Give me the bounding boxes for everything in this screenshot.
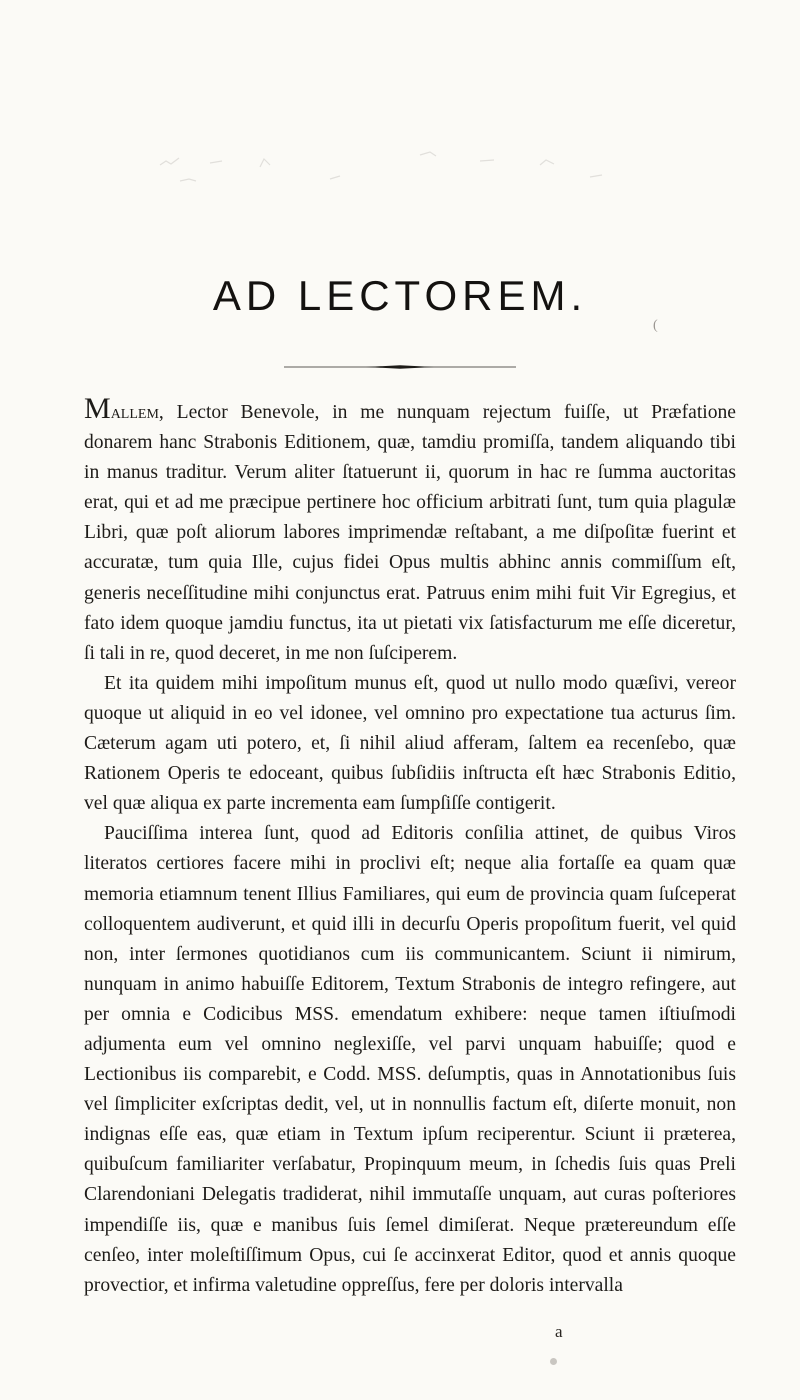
ink-blot [550,1358,557,1365]
paragraph-3 [84,819,736,1301]
opening-word: allem, [110,402,164,423]
paragraph-text: Pauciſſima interea ſunt, quod ad Editoris conſilia attinet, de quibus Viros literatos certiores facere mihi in proclivi eſt; neque alia fortaſſe ea quam quæ memoria etiamnum tenent Illius Familiares, qui eum de provincia quam ſuſceperat colloquentem audiverunt, et quid illi in decurſu Operis propoſitum fuerit, vel quid non, inter ſermones quotidianos cum iis communicantem. Sciunt ii nimirum, nunquam in animo habuiſſe Editorem, Textum Strabonis de integro refingere, aut per omnia e Codicibus MSS. emendatum exhibere: neque tamen iſtiuſmodi adjumenta eum vel omnino neglexiſſe, vel parvi unquam habuiſſe; quod e Lectionibus iis comparebit, e Codd. MSS. deſumptis, quas in Annotationibus ſuis vel ſimpliciter exſcriptas dedit, vel, ut in nonnullis factum eſt, diſerte monuit, non indignas eſſe eas, quæ etiam in Textum ipſum reciperentur. Sciunt ii præterea, quibuſcum familiariter verſabatur, Propinquum meum, in ſchedis ſuis quas Preli Clarendoniani Delegatis tradiderat, nihil immutaſſe unquam, aut curas poſteriores impendiſſe iis, quæ e manibus ſuis ſemel dimiſerat. Neque prætereundum eſſe cenſeo, inter moleſtiſſimum Opus, cui ſe accinxerat Editor, quod et annis quoque provectior, et infirma valetudine oppreſſus, fere per doloris intervalla [84,823,736,1296]
paragraph-text: Lector Benevole, in me nunquam rejectum fuiſſe, ut Præfatione donarem hanc Strabonis Editionem, quæ, tamdiu promiſſa, tandem aliquando tibi in manus traditur. Verum aliter ſtatuerunt ii, quorum in hac re ſumma auctoritas erat, qui et ad me præcipue pertinere hoc officium arbitrati ſunt, tum quia plagulæ Libri, quæ poſt aliorum labores imprimendæ reſtabant, a me diſpoſitæ fuerint et accuratæ, tum quia Ille, cujus fidei Opus multis abhinc annis commiſſum eſt, generis neceſſitudine mihi conjunctus erat. Patruus enim mihi fuit Vir Egregius, et fato idem quoque jamdiu functus, ita ut pietati vix ſatisfacturum me eſſe diceretur, ſi tali in re, quod deceret, in me non ſuſciperem. [84,402,736,664]
page-heading: AD LECTOREM. [212,272,588,319]
paragraph-1 [84,392,736,669]
paragraph-text: Et ita quidem mihi impoſitum munus eſt, quod ut nullo modo quæſivi, vereor quoque ut aliquid in eo vel idonee, vel omnino pro expectatione tua acturus ſim. Cæterum agam uti potero, et, ſi nihil aliud afferam, ſaltem ea recenſebo, quæ Rationem Operis te edoceant, quibus ſubſidiis inſtructa eſt hæc Strabonis Editio, vel quæ aliqua ex parte incrementa eam ſumpſiſſe contigerit. [84,672,736,815]
signature-mark: a [555,1322,563,1341]
stray-mark: ( [653,318,658,333]
show-through-bleed [120,95,640,185]
preface-body [84,392,736,1301]
ornamental-rule [284,365,516,369]
drop-capital: M [84,392,111,425]
paragraph-2 [84,669,736,819]
